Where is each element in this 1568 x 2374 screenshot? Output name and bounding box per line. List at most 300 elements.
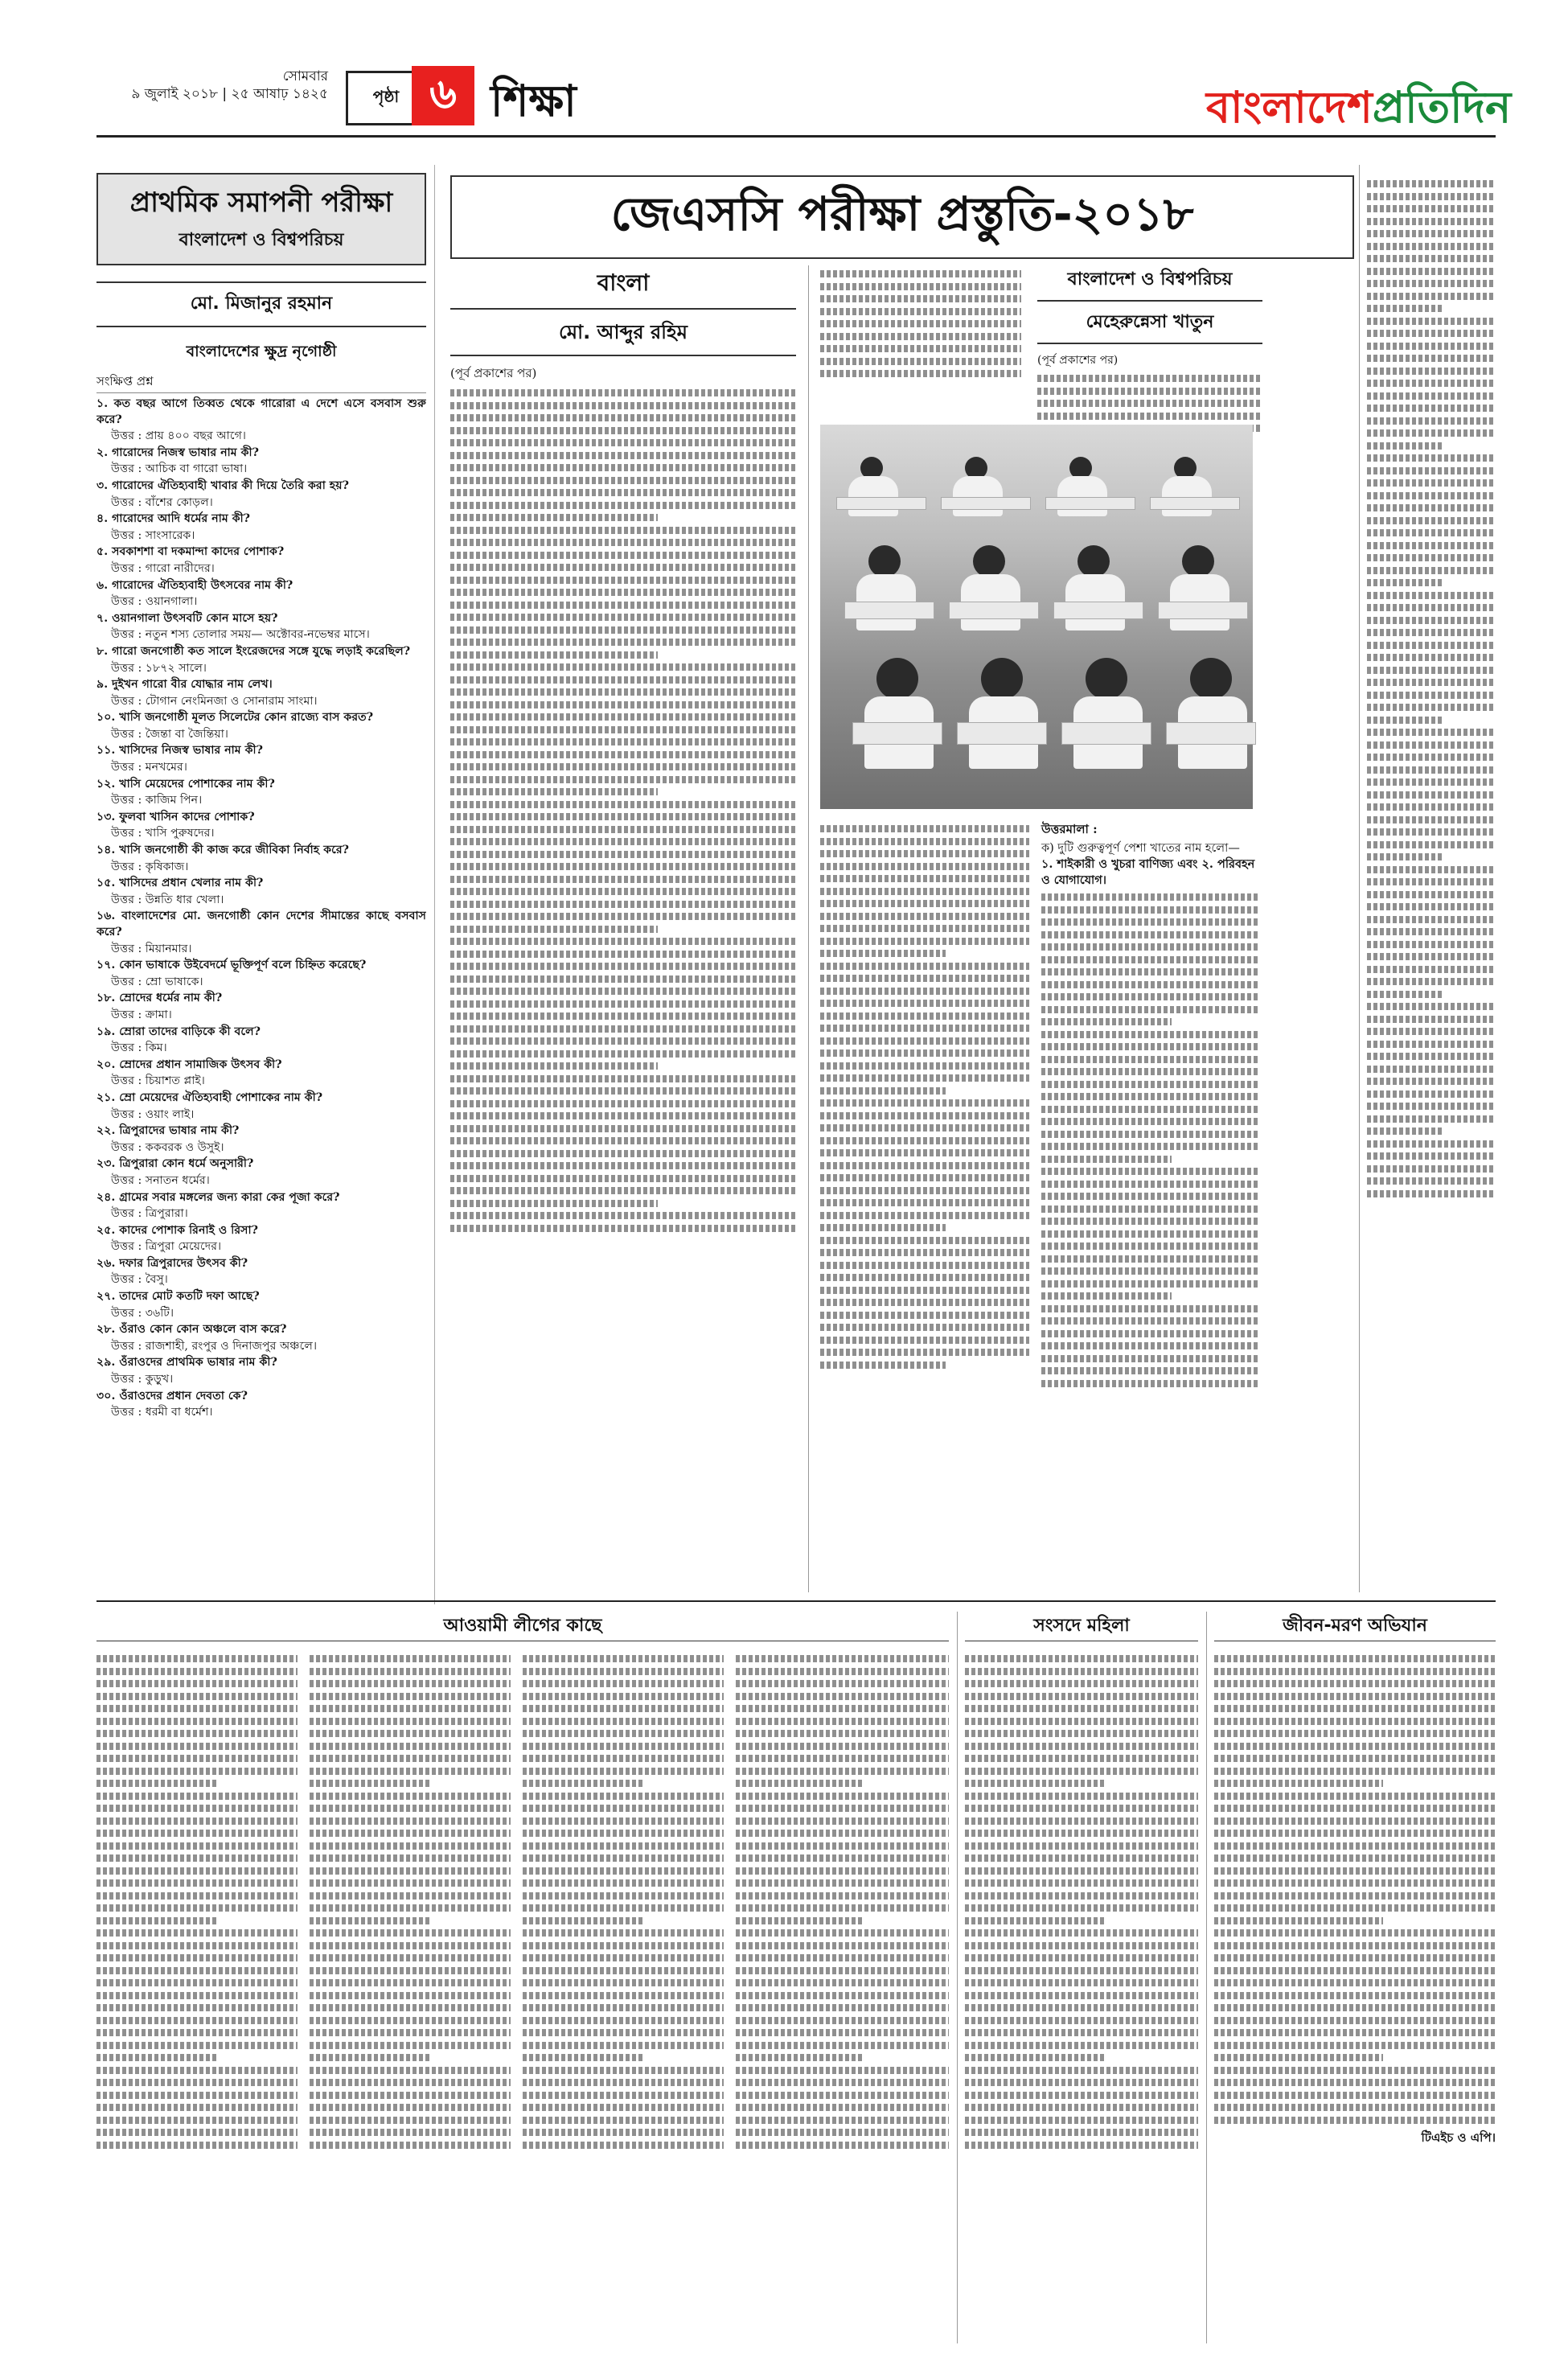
text-line — [1367, 978, 1496, 985]
answer-text: উত্তর : মনখমের। — [111, 761, 187, 774]
text-line — [96, 1854, 298, 1862]
text-line — [450, 564, 796, 571]
text-line — [736, 2017, 949, 2024]
text-line — [820, 925, 1029, 932]
question-text: ২০. ম্রোদের প্রধান সামাজিক উৎসব কী? — [96, 1058, 282, 1071]
text-line — [450, 1112, 796, 1119]
text-line — [1214, 1768, 1496, 1775]
text-line — [1367, 417, 1496, 425]
text-line — [1367, 654, 1496, 661]
text-line — [450, 963, 796, 970]
text-line — [310, 1768, 511, 1775]
text-line — [310, 1680, 511, 1687]
column-rule — [957, 1612, 958, 2343]
text-line — [965, 2142, 1198, 2149]
answer-text: উত্তর : ক্রামা। — [111, 1008, 172, 1021]
text-line — [450, 1037, 796, 1045]
text-line — [96, 1768, 298, 1775]
text-line — [96, 2067, 298, 2074]
text-line — [1041, 1006, 1258, 1013]
text-line — [736, 1929, 949, 1937]
text-line — [310, 2029, 511, 2036]
text-line — [1214, 1780, 1383, 1787]
text-line — [1367, 878, 1496, 885]
text-line — [450, 589, 796, 596]
text-line — [450, 402, 796, 409]
text-line — [1214, 1879, 1496, 1887]
qa-list — [96, 396, 426, 1514]
text-line — [1041, 1181, 1258, 1188]
text-line — [450, 1012, 796, 1020]
text-line — [310, 1668, 511, 1675]
text-line — [450, 626, 796, 634]
text-line — [450, 688, 796, 696]
text-line — [820, 1087, 946, 1095]
text-line — [965, 2017, 1198, 2024]
text-line — [965, 2067, 1198, 2074]
text-line — [1367, 966, 1496, 973]
text-line — [96, 2017, 298, 2024]
text-line — [523, 2117, 724, 2124]
text-line — [1367, 467, 1496, 474]
text-line — [1367, 1115, 1496, 1123]
text-line — [450, 888, 796, 895]
text-line — [1037, 375, 1262, 382]
text-line — [310, 1793, 511, 1800]
text-line — [450, 863, 796, 870]
text-line — [310, 1743, 511, 1750]
text-line — [310, 1718, 511, 1725]
answer-text: উত্তর : চিয়াশত প্লাই। — [111, 1074, 205, 1088]
text-line — [310, 2117, 511, 2124]
answer-text: উত্তর : কাজিম পিন। — [111, 794, 203, 807]
text-line — [965, 2104, 1198, 2111]
text-line — [820, 1000, 1029, 1007]
exam-desk — [836, 497, 926, 510]
student-head — [1077, 545, 1110, 577]
text-line — [523, 2017, 724, 2024]
bgp-prev-note: (পূর্ব প্রকাশের পর) — [1037, 354, 1119, 367]
text-line — [1214, 1967, 1496, 1974]
text-line — [1367, 903, 1496, 910]
text-line — [523, 1842, 724, 1850]
text-line — [96, 1842, 298, 1850]
text-line — [965, 1817, 1198, 1825]
text-line — [736, 2092, 949, 2099]
text-line — [965, 2092, 1198, 2099]
text-line — [450, 701, 796, 709]
text-line — [1037, 400, 1262, 407]
body-text — [1367, 180, 1496, 1197]
text-line — [1041, 1230, 1258, 1238]
text-line — [1214, 2092, 1496, 2099]
text-line — [736, 1992, 949, 1999]
exam-desk — [1053, 602, 1143, 619]
text-line — [1214, 2067, 1496, 2074]
bangla-section — [450, 265, 796, 1592]
text-line — [1041, 1068, 1258, 1075]
text-line — [1367, 268, 1496, 275]
exam-desk — [1166, 722, 1256, 745]
text-line — [820, 1162, 1029, 1169]
student-head — [1086, 658, 1127, 700]
question-text: ২৯. ওঁরাওদের প্রাথমিক ভাষার নাম কী? — [96, 1356, 277, 1370]
text-line — [1367, 729, 1496, 736]
student-head — [868, 545, 901, 577]
text-line — [1367, 941, 1496, 948]
text-line — [965, 2117, 1198, 2124]
bgp-author: মেহেরুন্নেসা খাতুন — [1037, 308, 1262, 344]
text-line — [450, 738, 796, 745]
text-line — [1214, 1892, 1496, 1900]
student-head — [1182, 545, 1214, 577]
exam-desk — [1061, 722, 1151, 745]
text-line — [96, 1892, 298, 1900]
text-line — [820, 963, 1029, 970]
text-line — [1214, 1730, 1496, 1737]
text-line — [1367, 205, 1496, 212]
text-line — [1041, 1093, 1258, 1100]
text-line — [820, 370, 1021, 377]
question-text: ৩. গারোদের ঐতিহ্যবাহী খাবার কী দিয়ে তৈরি করা হয়? — [96, 478, 349, 492]
answer-text: উত্তর : গারো নারীদের। — [111, 561, 215, 575]
brand-part-b: প্রতিদিন — [1372, 82, 1512, 133]
answer-text: উত্তর : নতুন শস্য তোলার সময়— অক্টোবর-নভেম্বর মাসে। — [111, 628, 370, 642]
text-line — [1041, 893, 1258, 901]
text-line — [736, 1805, 949, 1812]
text-line — [96, 1693, 298, 1700]
text-line — [1367, 766, 1496, 774]
text-line — [965, 1917, 1105, 1924]
bottom-col-2 — [310, 1650, 511, 2342]
question-text: ৮. গারো জনগোষ্ঠী কত সালে ইংরেজদের সঙ্গে যুদ্ধে লড়াই করেছিল? — [96, 644, 411, 658]
text-line — [96, 2004, 298, 2011]
answer-text: উত্তর : ম্রো ভাষাকে। — [111, 975, 203, 988]
text-line — [820, 1174, 1029, 1181]
text-line — [1367, 1016, 1496, 1023]
text-line — [1367, 305, 1444, 312]
question-text: ১০. খাসি জনগোষ্ঠী মূলত সিলেটের কোন রাজ্যে বাস করত? — [96, 711, 374, 725]
text-line — [965, 1904, 1198, 1912]
text-line — [523, 2067, 724, 2074]
text-line — [96, 1805, 298, 1812]
question-text: ৫. সবকাশশা বা দকমান্দা কাদের পোশাক? — [96, 545, 285, 559]
text-line — [820, 295, 1021, 302]
text-line — [820, 1337, 1029, 1344]
answer-text: উত্তর : কিম। — [111, 1041, 167, 1055]
answer-line-2: ১. শাইকারী ও খুচরা বাণিজ্য এবং ২. পরিবহন ও যোগাযোগ। — [1041, 857, 1255, 887]
text-line — [1214, 1942, 1496, 1949]
text-line — [96, 1917, 217, 1924]
text-line — [820, 1274, 1029, 1281]
text-line — [450, 788, 658, 795]
text-line — [523, 1979, 724, 1986]
text-line — [450, 614, 796, 621]
text-line — [1214, 1655, 1496, 1662]
text-line — [310, 1817, 511, 1825]
text-line — [820, 1112, 1029, 1119]
text-line — [523, 1854, 724, 1862]
text-line — [523, 1917, 643, 1924]
answer-text: উত্তর : কুড়ুখ। — [111, 1373, 174, 1386]
text-line — [96, 1705, 298, 1712]
body-text — [1214, 1655, 1496, 2124]
text-line — [450, 577, 796, 584]
text-line — [736, 2117, 949, 2124]
text-under-photo-right — [1041, 820, 1258, 1592]
text-line — [1041, 1330, 1258, 1337]
women-mp-story-header — [965, 1612, 1198, 1641]
text-line — [1367, 853, 1444, 860]
text-line — [1367, 330, 1496, 337]
question-text: ২২. ত্রিপুরাদের ভাষার নাম কী? — [96, 1124, 240, 1138]
text-line — [1367, 230, 1496, 237]
issue-date — [111, 68, 328, 103]
text-line — [450, 1000, 796, 1008]
text-line — [310, 2054, 430, 2061]
text-line — [1367, 368, 1496, 375]
answer-text: উত্তর : জৈন্তা বা জৈন্তিয়া। — [111, 727, 228, 741]
text-line — [450, 539, 796, 546]
answer-text: উত্তর : ত্রিপুরা মেয়েদের। — [111, 1240, 222, 1254]
text-line — [523, 2054, 643, 2061]
text-line — [96, 1718, 298, 1725]
text-line — [1367, 218, 1496, 225]
text-line — [523, 1954, 724, 1961]
bangla-continued-text — [820, 265, 1021, 418]
text-line — [450, 1087, 796, 1095]
text-line — [96, 1942, 298, 1949]
text-line — [965, 1668, 1198, 1675]
text-line — [96, 1904, 298, 1912]
text-line — [736, 2004, 949, 2011]
text-line — [450, 951, 796, 958]
answer-text: উত্তর : সনাতন ধর্মের। — [111, 1173, 210, 1187]
page-number: ৬ — [412, 66, 474, 125]
student-head — [876, 658, 918, 700]
body-text — [820, 825, 1029, 1369]
text-line — [820, 913, 1029, 920]
text-line — [96, 1780, 217, 1787]
answer-text: উত্তর : ককবরক ও উসুই। — [111, 1140, 224, 1154]
text-line — [1214, 1680, 1496, 1687]
text-line — [1367, 255, 1496, 262]
text-line — [1214, 1992, 1496, 1999]
student-body — [953, 476, 1003, 516]
text-line — [523, 1743, 724, 1750]
text-line — [1367, 604, 1496, 611]
exam-desk — [957, 722, 1047, 745]
text-line — [820, 938, 1029, 945]
text-line — [450, 502, 796, 509]
text-line — [450, 751, 796, 758]
text-line — [965, 1755, 1198, 1762]
text-line — [523, 1830, 724, 1837]
text-line — [820, 283, 1021, 290]
question-text: ১৫. খাসিদের প্রধান খেলার নাম কী? — [96, 877, 264, 890]
text-line — [1367, 991, 1444, 998]
text-line — [1214, 1718, 1496, 1725]
text-line — [820, 900, 1029, 907]
text-line — [310, 1892, 511, 1900]
question-text: ১. কত বছর আগে তিব্বত থেকে গারোরা এ দেশে এসে বসবাস শুরু করে? — [96, 397, 426, 426]
text-line — [96, 2129, 298, 2136]
text-line — [1367, 953, 1496, 960]
question-text: ১২. খাসি মেয়েদের পোশাকের নাম কী? — [96, 777, 275, 791]
text-line — [965, 1867, 1198, 1875]
text-line — [1367, 841, 1496, 848]
text-line — [523, 2079, 724, 2086]
text-line — [1214, 1842, 1496, 1850]
bangla-subject: বাংলা — [450, 265, 796, 310]
date-line: ৯ জুলাই ২০১৮ | ২৫ আষাঢ় ১৪২৫ — [131, 86, 328, 102]
bottom-col-5 — [965, 1650, 1198, 2342]
text-line — [1367, 1053, 1496, 1060]
primary-exam-column — [96, 165, 435, 1604]
text-line — [1367, 916, 1496, 923]
text-line — [1367, 193, 1496, 200]
text-line — [310, 2079, 511, 2086]
text-line — [736, 1917, 864, 1924]
text-line — [820, 1074, 1029, 1082]
text-line — [965, 1693, 1198, 1700]
text-line — [965, 1680, 1198, 1687]
text-line — [1367, 579, 1444, 586]
text-line — [1214, 2079, 1496, 2086]
text-line — [1214, 2104, 1496, 2111]
text-line — [1214, 1867, 1496, 1875]
text-line — [96, 1793, 298, 1800]
exam-desk — [844, 602, 934, 619]
body-text — [1041, 893, 1258, 1387]
text-line — [1041, 1031, 1258, 1038]
question-text: ২৭. তাদের মোট কতটি দফা আছে? — [96, 1290, 260, 1304]
text-line — [736, 2042, 949, 2049]
text-line — [96, 2092, 298, 2099]
text-line — [1367, 567, 1496, 574]
answer-text: উত্তর : রাজশাহী, রংপুর ও দিনাজপুর অঞ্চলে। — [111, 1339, 318, 1353]
text-line — [1367, 617, 1496, 624]
text-line — [523, 1755, 724, 1762]
text-line — [450, 452, 796, 459]
text-line — [1367, 866, 1496, 873]
bgp-continued-column — [1367, 175, 1496, 1591]
text-line — [523, 1867, 724, 1875]
text-line — [1214, 1743, 1496, 1750]
text-line — [820, 988, 1029, 995]
question-text: ৭. ওয়ানগালা উৎসবটি কোন মাসে হয়? — [96, 611, 278, 625]
weekday: সোমবার — [282, 68, 328, 84]
answer-text: উত্তর : ত্রিপুরারা। — [111, 1207, 188, 1221]
question-text: ২৩. ত্রিপুরারা কোন ধর্মে অনুসারী? — [96, 1157, 254, 1171]
text-line — [965, 2054, 1105, 2061]
text-line — [736, 1979, 949, 1986]
text-line — [450, 876, 796, 883]
answer-text: উত্তর : মিয়ানমার। — [111, 942, 192, 955]
text-line — [1367, 803, 1496, 811]
text-line — [736, 1879, 949, 1887]
text-line — [96, 1668, 298, 1675]
text-line — [450, 1162, 796, 1169]
text-line — [1367, 754, 1496, 761]
text-line — [1367, 180, 1496, 187]
text-line — [310, 2067, 511, 2074]
text-line — [820, 358, 1021, 365]
text-under-photo-left — [820, 820, 1029, 1592]
text-line — [736, 1904, 949, 1912]
answer-text: উত্তর : আচিক বা গারো ভাষা। — [111, 462, 248, 476]
text-line — [736, 2054, 864, 2061]
text-line — [310, 1730, 511, 1737]
answer-text: উত্তর : ওয়াং লাই। — [111, 1107, 195, 1121]
column-rule — [1359, 165, 1360, 1592]
text-line — [310, 1929, 511, 1937]
text-line — [1041, 1317, 1258, 1325]
text-line — [1367, 667, 1496, 674]
text-line — [310, 1842, 511, 1850]
text-line — [450, 1187, 796, 1194]
text-line — [450, 926, 658, 933]
text-line — [1041, 1131, 1258, 1138]
text-line — [1367, 529, 1496, 536]
text-line — [523, 1718, 724, 1725]
text-line — [820, 975, 1029, 982]
text-line — [1214, 1917, 1383, 1924]
text-line — [1367, 542, 1496, 549]
text-line — [820, 1149, 1029, 1156]
text-line — [820, 838, 1029, 845]
question-text: ৩০. ওঁরাওদের প্রধান দেবতা কে? — [96, 1389, 248, 1403]
bottom-col-6 — [1214, 1650, 1496, 2342]
exam-desk — [1150, 497, 1240, 510]
text-line — [736, 1780, 864, 1787]
bottom-col-3 — [523, 1650, 724, 2342]
text-line — [1041, 1043, 1258, 1050]
text-line — [1367, 554, 1496, 561]
primary-exam-title: প্রাথমিক সমাপনী পরীক্ষা — [129, 187, 393, 219]
text-line — [450, 489, 796, 496]
text-line — [96, 1817, 298, 1825]
text-line — [820, 950, 946, 957]
text-line — [1041, 1218, 1258, 1225]
text-line — [1214, 1854, 1496, 1862]
text-line — [820, 1362, 946, 1369]
text-line — [965, 1793, 1198, 1800]
text-line — [1367, 1103, 1496, 1110]
answer-text: উত্তর : কৃষিকাজ। — [111, 860, 189, 873]
text-line — [450, 1100, 796, 1107]
student-head — [1190, 658, 1232, 700]
text-line — [1214, 1979, 1496, 1986]
text-line — [1041, 968, 1258, 975]
text-line — [1041, 1143, 1258, 1150]
text-line — [820, 1187, 1029, 1194]
text-line — [1367, 692, 1496, 699]
text-line — [450, 776, 796, 783]
bangla-body-text — [450, 389, 796, 1232]
text-line — [450, 826, 796, 833]
text-line — [736, 2104, 949, 2111]
text-line — [96, 2042, 298, 2049]
exam-desk — [949, 602, 1039, 619]
text-line — [965, 2129, 1198, 2136]
text-line — [1367, 1090, 1496, 1098]
question-text: ১৪. খাসি জনগোষ্ঠী কী কাজ করে জীবিকা নির্বাহ করে? — [96, 844, 349, 857]
text-line — [965, 1830, 1198, 1837]
body-text — [523, 1655, 724, 2149]
text-line — [1367, 492, 1496, 499]
text-line — [820, 1012, 1029, 1020]
